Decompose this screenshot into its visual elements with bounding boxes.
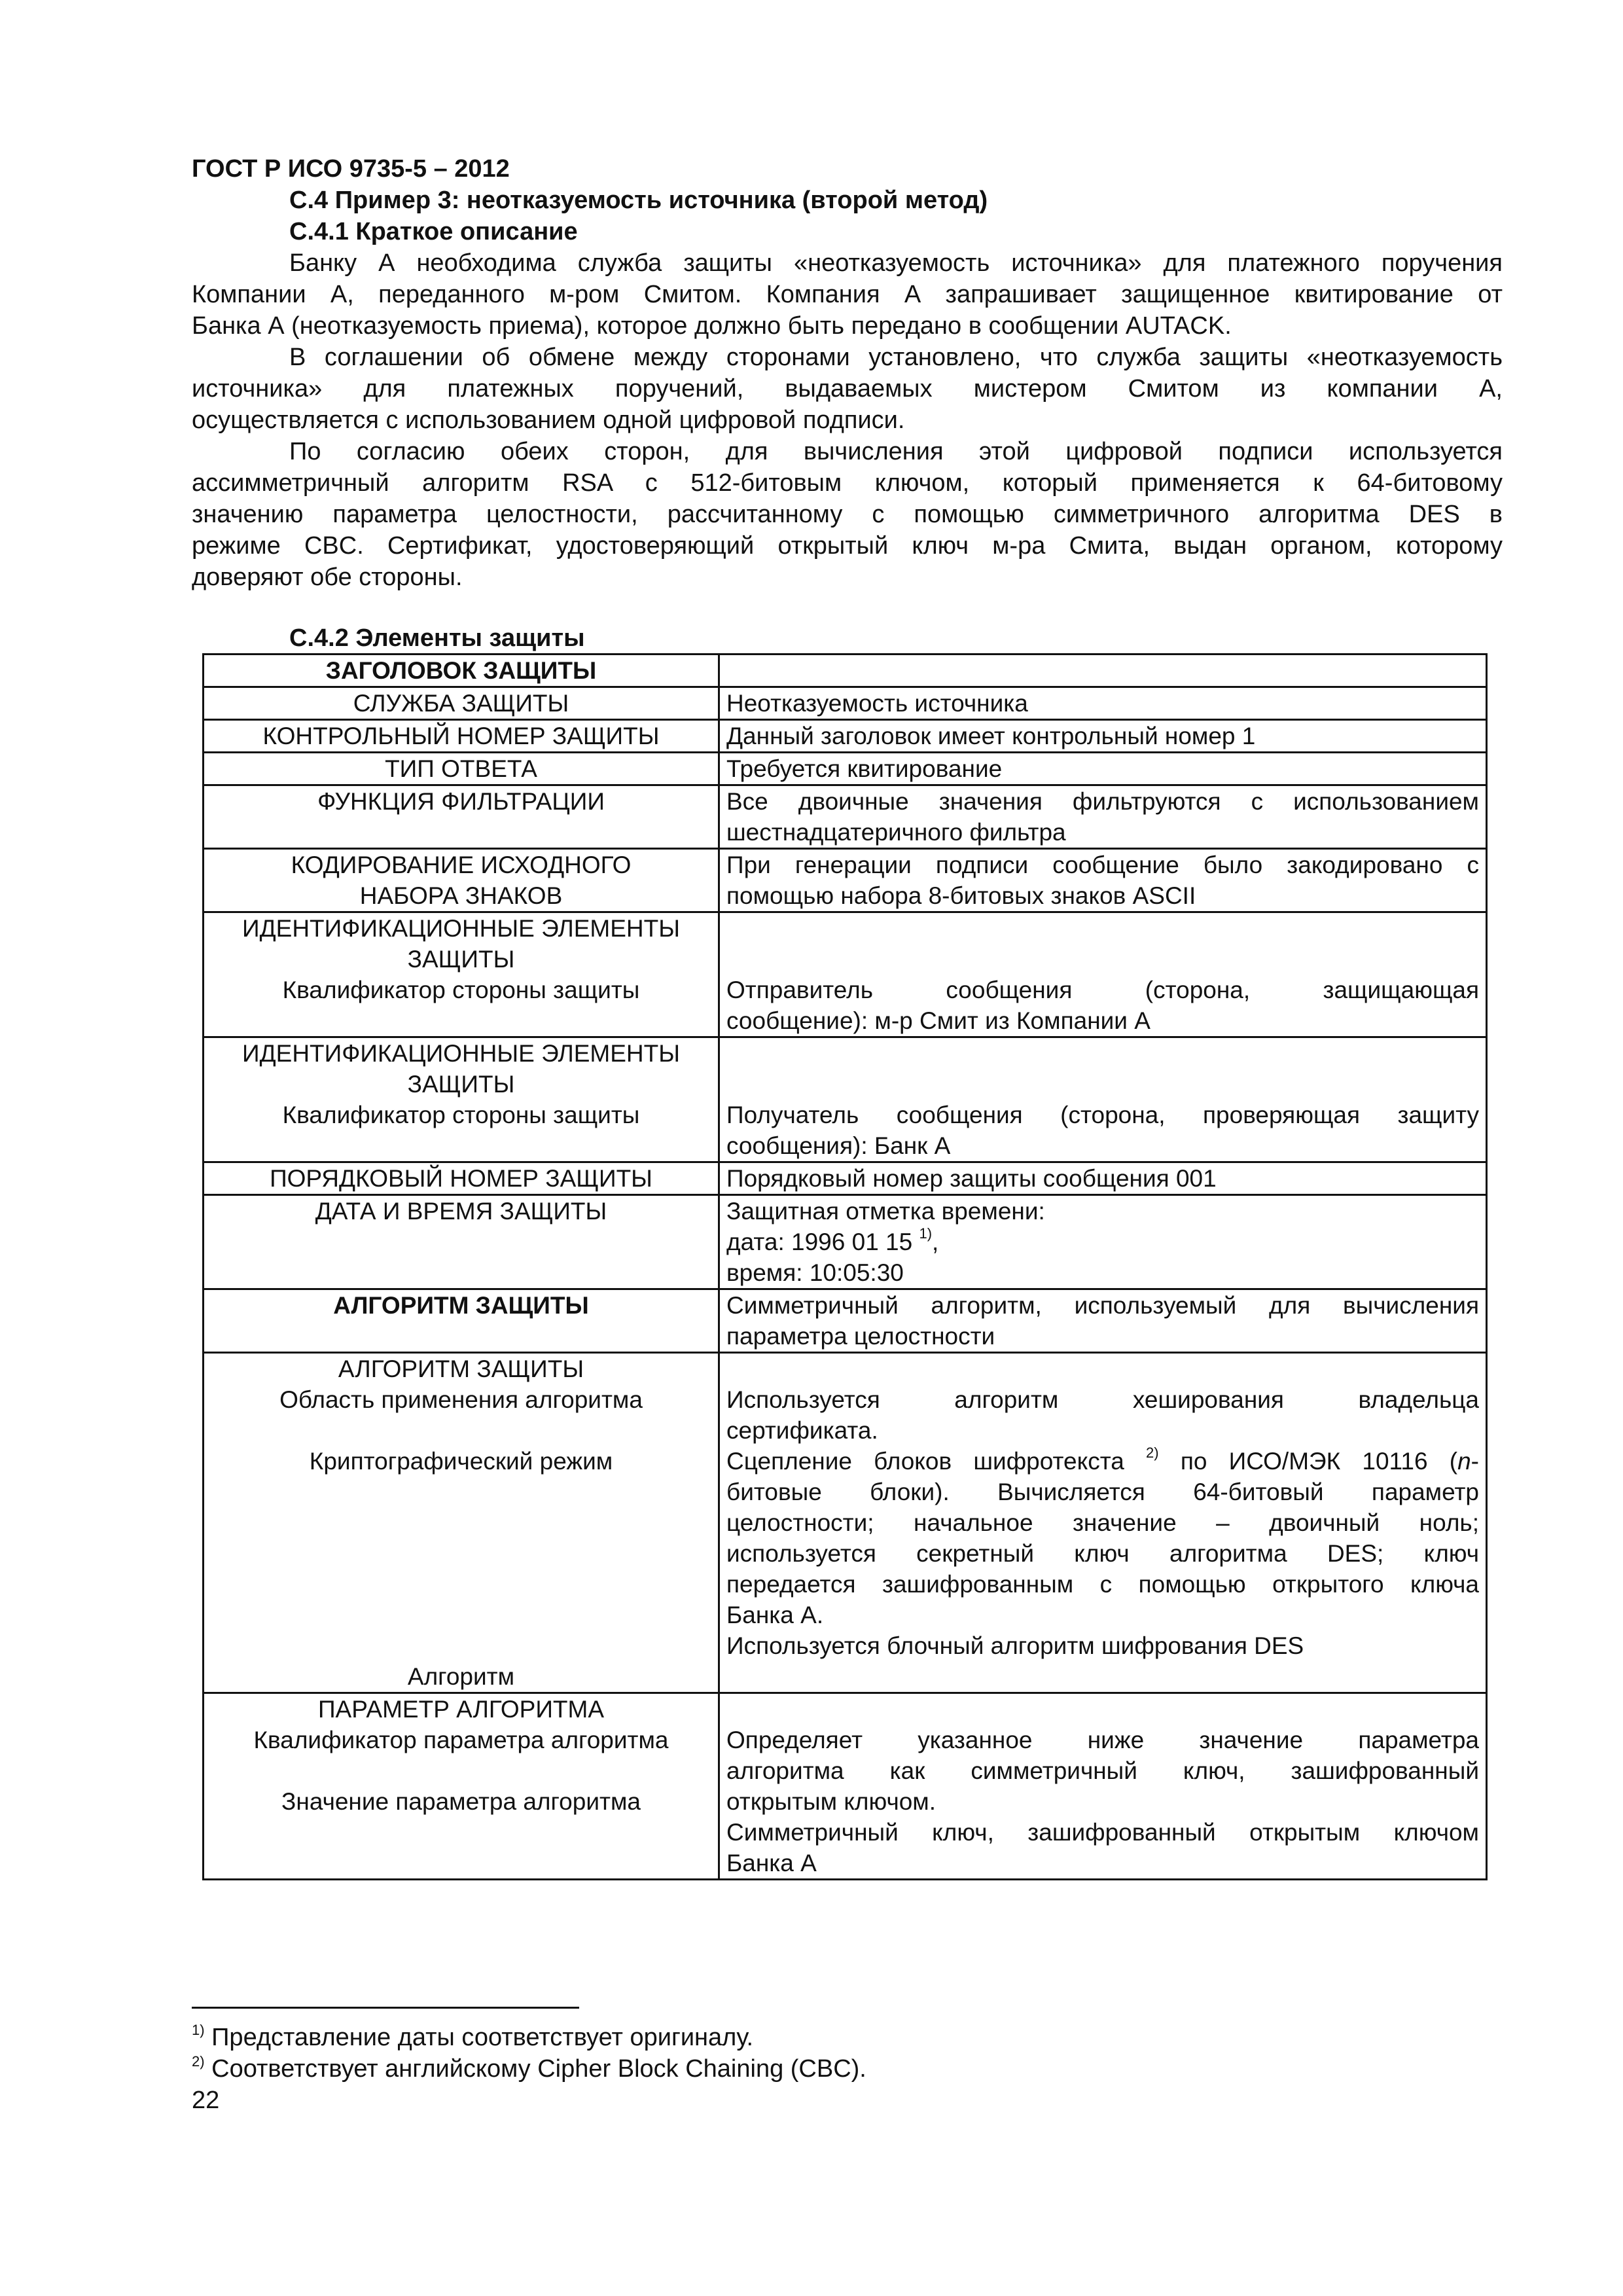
row-label: ПАРАМЕТР АЛГОРИТМА Квалификатор параметра алгоритма Значение параметра алгоритма [204, 1693, 719, 1880]
footnote-divider [192, 2007, 579, 2009]
row-label: КОНТРОЛЬНЫЙ НОМЕР ЗАЩИТЫ [204, 720, 719, 753]
row-value: Требуется квитирование [719, 753, 1487, 785]
row-label: СЛУЖБА ЗАЩИТЫ [204, 687, 719, 720]
subsection-title: C.4.1 Краткое описание [289, 218, 578, 245]
row-label: АЛГОРИТМ ЗАЩИТЫ Область применения алгоритма Криптографический режим Алгоритм [204, 1353, 719, 1693]
table-row [204, 785, 1487, 849]
table-row [204, 849, 1487, 912]
row-label: ТИП ОТВЕТА [204, 753, 719, 785]
table-row [204, 687, 1487, 720]
section-title: C.4 Пример 3: неотказуемость источника (второй метод) [289, 187, 988, 214]
row-value: Защитная отметка времени: дата: 1996 01 15 $^{1)}$, время: 10:05:30 [719, 1195, 1487, 1289]
row-label: КОДИРОВАНИЕ ИСХОДНОГО НАБОРА ЗНАКОВ [204, 849, 719, 912]
document-id: ГОСТ Р ИСО 9735-5 – 2012 [192, 155, 510, 183]
row-label: ИДЕНТИФИКАЦИОННЫЕ ЭЛЕМЕНТЫ ЗАЩИТЫ Квалификатор стороны защиты [204, 912, 719, 1037]
security-elements-table [202, 653, 1488, 1880]
row-value: Неотказуемость источника [719, 687, 1487, 720]
row-value: Данный заголовок имеет контрольный номер 1 [719, 720, 1487, 753]
row-value: Отправитель сообщения (сторона, защищающая сообщение): м-р Смит из Компании А [719, 912, 1487, 1037]
table-row [204, 753, 1487, 785]
footnote-ref-2: 2) [1146, 1444, 1159, 1461]
footnote-2: $^{2)}$ Соответствует английскому Cipher Block Chaining (CBC). [192, 2053, 866, 2083]
table-row [204, 1162, 1487, 1195]
footnote-ref-1: 1) [919, 1225, 933, 1242]
table-row [204, 1693, 1487, 1880]
row-value: Симметричный алгоритм, используемый для вычисления параметра целостности [719, 1289, 1487, 1353]
row-label: ПОРЯДКОВЫЙ НОМЕР ЗАЩИТЫ [204, 1162, 719, 1195]
table-row [204, 1289, 1487, 1353]
row-label: ФУНКЦИЯ ФИЛЬТРАЦИИ [204, 785, 719, 849]
row-value: Порядковый номер защиты сообщения 001 [719, 1162, 1487, 1195]
table-row [204, 655, 1487, 687]
table-row [204, 720, 1487, 753]
row-label: АЛГОРИТМ ЗАЩИТЫ [204, 1289, 719, 1353]
table-header-cell: ЗАГОЛОВОК ЗАЩИТЫ [204, 655, 719, 687]
table-row [204, 1195, 1487, 1289]
document-page: ГОСТ Р ИСО 9735-5 – 2012 C.4 Пример 3: неотказуемость источника (второй метод) C.4.1 Краткое описание Банку А необходима служба защиты «неотказуемость источника» для платежного поручения Компании А, переданного м-ром Смитом. Компания А запрашивает защищенное квитирование от Банка А (неотказуемость приема), которое должно быть передано в сообщении AUTACK. В соглашении об обмене между сторонами установлено, что служба защиты «неотказуемость источника» для платежных поручений, выдаваемых мистером Смитом из компании А, осуществляется с использованием одной цифровой подписи. По согласию обеих сторон, для вычисления этой цифровой подписи используется ассимметричный алгоритм RSA с 512-битовым ключом, который применяется к 64-битовому значению параметра целостности, рассчитанному с помощью симметричного алгоритма DES в режиме CBC. Сертификат, удостоверяющий открытый ключ м-ра Смита, выдан органом, которому доверяют обе стороны. C.4.2 Элементы защиты ЗАГОЛОВОК ЗАЩИТЫ СЛУЖБА ЗАЩИТЫ Неотказуемость источника КОНТРОЛЬНЫЙ НОМЕР ЗАЩИТЫ Данный заголовок имеет контрольный номер 1 ТИП ОТВЕТА Требуется квитирование ФУНКЦИЯ ФИЛЬТРАЦИИ Все двоичные значения фильтруются с использованием шестнадцатеричного фильтра КОДИРОВАНИЕ ИСХОДНОГО НАБОРА ЗНАКОВ При генерации подписи сообщение было закодировано с помощью набора 8-битовых знаков ASCII ИДЕНТИФИКАЦИОННЫЕ ЭЛЕМЕНТЫ ЗАЩИТЫ Квалификатор стороны защиты Отправитель сообщения (сторона, защищающая сообщение): м-р Смит из Компании А ИДЕНТИФИКАЦИОННЫЕ ЭЛЕМЕНТЫ ЗАЩИТЫ Квалификатор стороны защиты Получатель сообщения (сторона, проверяющая защиту сообщения): Банк А ПОРЯДКОВЫЙ НОМЕР ЗАЩИТЫ Порядковый номер защиты сообщения 001 ДАТА И ВРЕМЯ ЗАЩИТЫ Защитная отметка времени: дата: 1996 01 15 $^{1)}$, время: 10:05:30 АЛГОРИТМ ЗАЩИТЫ Симметричный алгоритм, используемый для вычисления параметра целостности АЛГОРИТМ ЗАЩИТЫ Область применения алгоритма Криптографический режим Алгоритм Используется алгоритм хеширования владельца сертификата. Сцепление блоков шифротекста $^{2)}$ по ИСО/МЭК 10116 (n- битовые блоки). Вычисляется 64-битовый параметр целостности; начальное значение – двоичный ноль; используется секретный ключ алгоритма DES; ключ передается зашифрованным с помощью открытого ключа Банка А. Используется блочный алгоритм шифрования DES ПАРАМЕТР АЛГОРИТМА Квалификатор параметра алгоритма Значение параметра алгоритма Определяет указанное ниже значение параметра алгоритма как симметричный ключ, зашифрованный открытым ключом. Симметричный ключ, зашифрованный открытым ключом Банка А $^{1)}$ Представление даты соответствует оригиналу. $^{2)}$ Соответствует английскому Cipher Block Chaining (CBC). 22 [192, 155, 1503, 2114]
row-value: Получатель сообщения (сторона, проверяющая защиту сообщения): Банк А [719, 1037, 1487, 1162]
table-row [204, 1353, 1487, 1693]
row-value: Определяет указанное ниже значение параметра алгоритма как симметричный ключ, зашифрованный открытым ключом. Симметричный ключ, зашифрованный открытым ключом Банка А [719, 1693, 1487, 1880]
row-value: При генерации подписи сообщение было закодировано с помощью набора 8-битовых знаков ASCII [719, 849, 1487, 912]
table-row [204, 1037, 1487, 1162]
row-value: Используется алгоритм хеширования владельца сертификата. Сцепление блоков шифротекста $^{2)}$ по ИСО/МЭК 10116 (n- битовые блоки). Вычисляется 64-битовый параметр целостности; начальное значение – двоичный ноль; используется секретный ключ алгоритма DES; ключ передается зашифрованным с помощью открытого ключа Банка А. Используется блочный алгоритм шифрования DES [719, 1353, 1487, 1693]
row-label: ДАТА И ВРЕМЯ ЗАЩИТЫ [204, 1195, 719, 1289]
page-number: 22 [192, 2087, 220, 2114]
row-value: Все двоичные значения фильтруются с использованием шестнадцатеричного фильтра [719, 785, 1487, 849]
table-heading: C.4.2 Элементы защиты [289, 624, 585, 652]
footnote-1: $^{1)}$ Представление даты соответствует оригиналу. [192, 2022, 754, 2051]
row-label: ИДЕНТИФИКАЦИОННЫЕ ЭЛЕМЕНТЫ ЗАЩИТЫ Квалификатор стороны защиты [204, 1037, 719, 1162]
table-row [204, 912, 1487, 1037]
